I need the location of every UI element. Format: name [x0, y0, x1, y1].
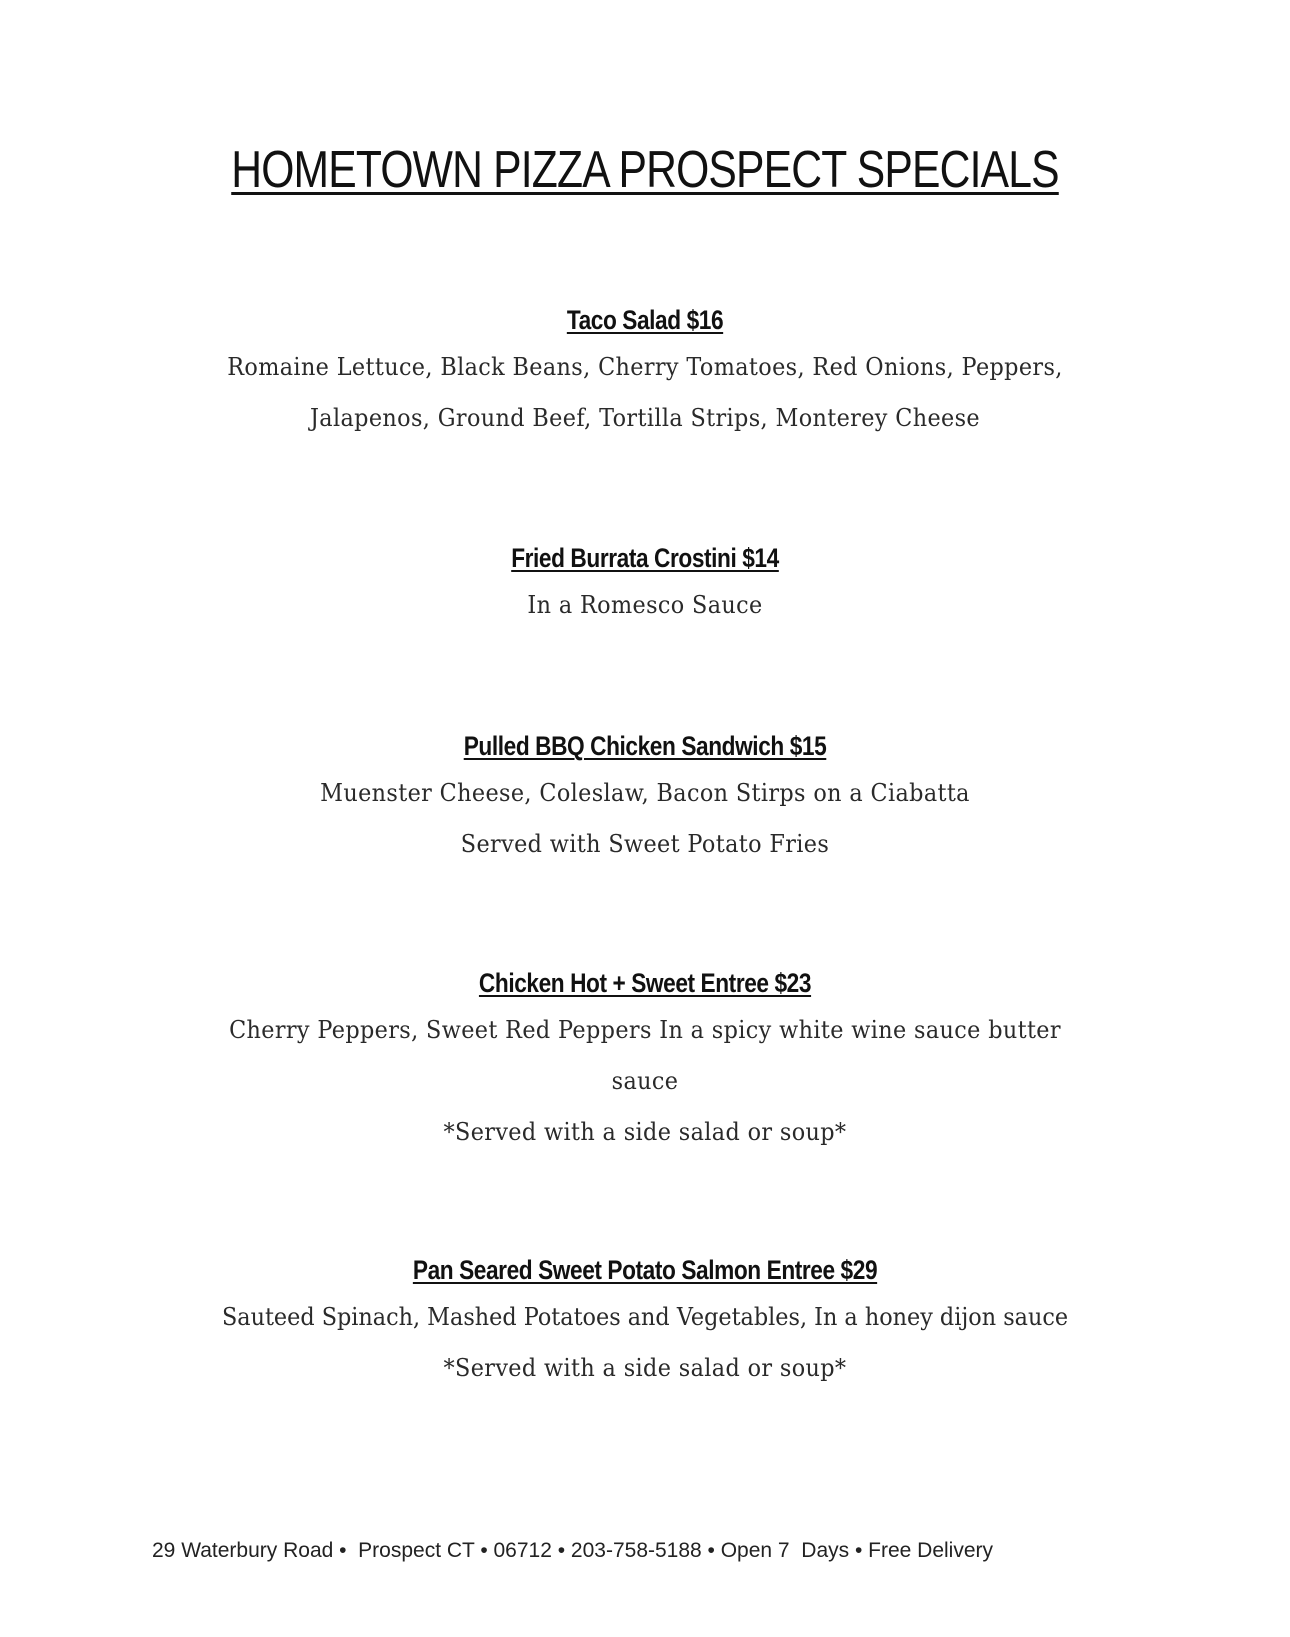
special-name: Pan Seared Sweet Potato Salmon Entree $29 [412, 1255, 878, 1285]
special-description-line: Muenster Cheese, Coleslaw, Bacon Stirps on a Ciabatta [320, 779, 970, 807]
special-description-line: Jalapenos, Ground Beef, Tortilla Strips, Monterey Cheese [309, 404, 981, 432]
special-description-line: Romaine Lettuce, Black Beans, Cherry Tomatoes, Red Onions, Peppers, [227, 353, 1063, 381]
special-name: Pulled BBQ Chicken Sandwich $15 [463, 731, 827, 761]
special-description-line: *Served with a side salad or soup* [443, 1118, 847, 1146]
special-name: Fried Burrata Crostini $14 [511, 543, 779, 573]
special-name: Taco Salad $16 [566, 305, 724, 335]
special-pan-seared-salmon-entree [0, 1252, 1290, 1394]
special-fried-burrata-crostini [0, 540, 1290, 631]
special-pulled-bbq-chicken-sandwich [0, 728, 1290, 870]
special-taco-salad [0, 302, 1290, 444]
special-description-line: Served with Sweet Potato Fries [460, 830, 830, 858]
special-description-line: sauce [611, 1067, 679, 1095]
special-description-line: Sauteed Spinach, Mashed Potatoes and Vegetables, In a honey dijon sauce [221, 1303, 1069, 1331]
footer-contact-info: 29 Waterbury Road • Prospect CT • 06712 • 203-758-5188 • Open 7 Days • Free Delivery [152, 1539, 994, 1562]
special-description-line: *Served with a side salad or soup* [443, 1354, 847, 1382]
special-name: Chicken Hot + Sweet Entree $23 [478, 968, 812, 998]
page-title: HOMETOWN PIZZA PROSPECT SPECIALS [231, 141, 1059, 199]
special-chicken-hot-sweet-entree [0, 965, 1290, 1158]
special-description-line: Cherry Peppers, Sweet Red Peppers In a spicy white wine sauce butter [229, 1016, 1061, 1044]
special-description-line: In a Romesco Sauce [527, 591, 763, 619]
